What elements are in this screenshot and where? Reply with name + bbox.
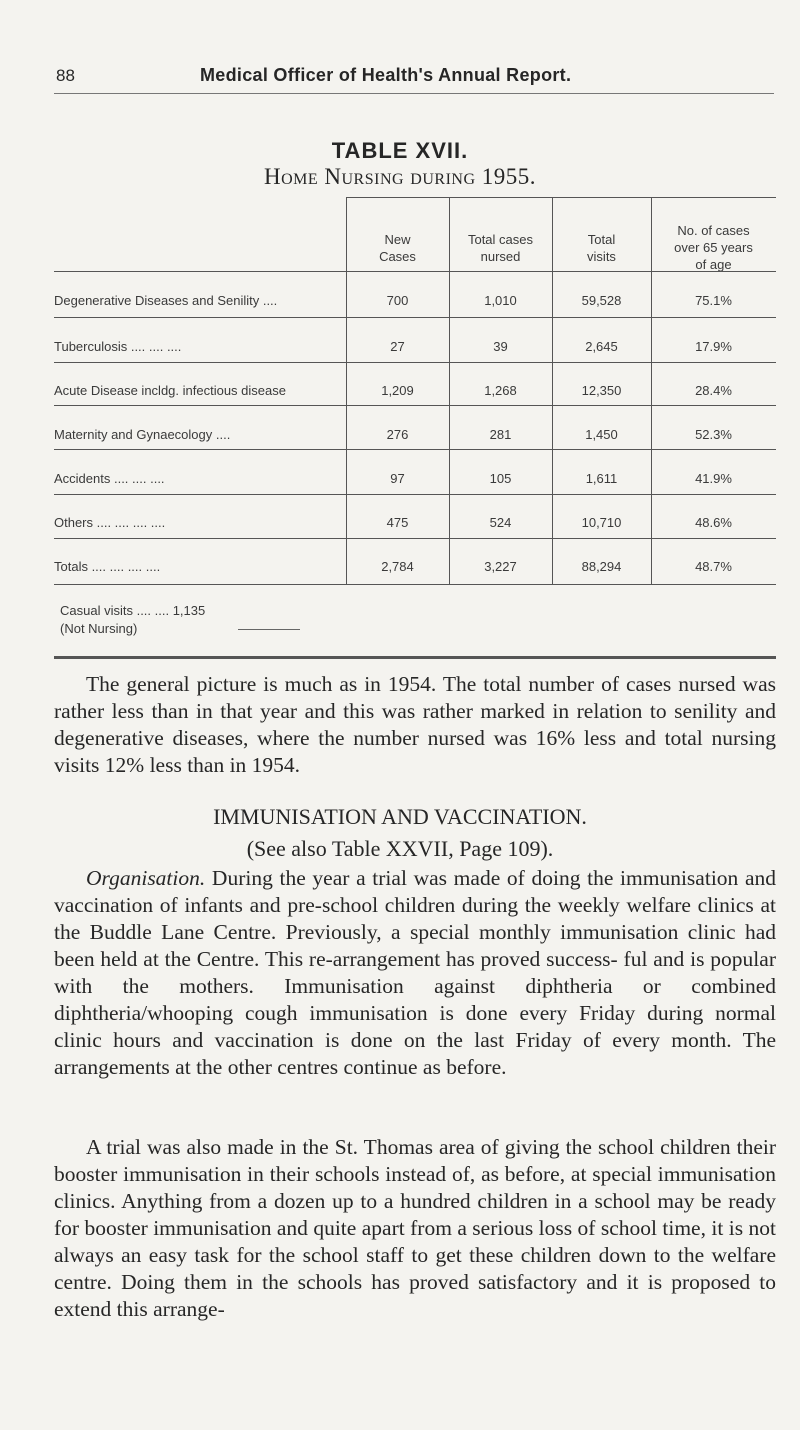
cell-value: 1,611: [585, 471, 618, 486]
cell-value: 1,209: [381, 383, 414, 398]
row-rule: [54, 494, 776, 495]
table-top-rule: [346, 197, 776, 198]
cell-value: 59,528: [581, 293, 622, 308]
total-value: 88,294: [581, 559, 622, 574]
paragraph-lead: Organisation.: [86, 866, 206, 890]
row-rule: [54, 449, 776, 450]
paragraph-nursing-summary: The general picture is much as in 1954. The total number of cases nursed was rather less than in that year and this was rather marked in relation to senility and degenerative diseases, where the number nursed was 16% less and total nursing visits 12% less than in 1954.: [54, 672, 776, 777]
column-header-new-cases: New Cases: [379, 232, 416, 264]
row-label: Acute Disease incldg. infectious disease: [54, 383, 286, 398]
cell-value: 276: [386, 427, 409, 442]
paragraph-organisation: [54, 865, 776, 1081]
column-header-total-cases: Total cases nursed: [467, 232, 534, 264]
cell-value: 475: [386, 515, 409, 530]
row-rule: [54, 362, 776, 363]
section-subheading: (See also Table XXVII, Page 109).: [246, 836, 554, 861]
cell-value: 105: [489, 471, 512, 486]
row-label: Maternity and Gynaecology ....: [54, 427, 231, 442]
paragraph-booster: A trial was also made in the St. Thomas area of giving the school children their booster immunisation in their schools instead of, as before, at special immunisation clinics. Anything from a dozen up to a hundred children in a school may be ready for booster immunisation and quite apart from a serious loss of school time, it is not always an easy task for the school staff to get these children down to the welfare centre. Doing them in the schools has proved satisfactory and it is proposed to extend this arrange-: [54, 1135, 776, 1321]
total-value: 2,784: [381, 559, 414, 574]
row-rule: [54, 405, 776, 406]
cell-value: 97: [390, 471, 405, 486]
table-title: TABLE XVII.: [331, 138, 469, 163]
column-header-over-65: No. of cases over 65 years of age: [674, 223, 753, 272]
cell-value: 10,710: [581, 515, 622, 530]
row-label: Tuberculosis .... .... ....: [54, 339, 182, 354]
cell-value: 39: [493, 339, 508, 354]
header-rule: [54, 271, 776, 272]
cell-value: 12,350: [581, 383, 622, 398]
cell-value: 1,450: [585, 427, 618, 442]
row-label: Accidents .... .... ....: [54, 471, 165, 486]
cell-value: 1,010: [484, 293, 517, 308]
paragraph-body: During the year a trial was made of doing the immunisation and vaccination of infants and pre-school children during the weekly welfare clinics at the Buddle Lane Centre. Previously, a special monthly immunisation clinic had been held at the Centre. This re-arrangement has proved success- ful and is popular with the mothers. Immunisation against diphtheria or combined diphtheria/whooping cough immunisation is done every Friday during normal clinic hours and vaccination is done on the last Friday of every month. The arrangements at the other centres continue as before.: [54, 866, 776, 1079]
row-rule: [54, 584, 776, 585]
casual-visits-note: Casual visits .... .... 1,135: [60, 603, 206, 618]
cell-value: 28.4%: [695, 383, 732, 398]
total-value: 3,227: [484, 559, 517, 574]
cell-value: 41.9%: [695, 471, 732, 486]
section-heading: IMMUNISATION AND VACCINATION.: [213, 804, 587, 829]
cell-value: 48.6%: [695, 515, 732, 530]
row-rule: [54, 317, 776, 318]
note-rule: [238, 629, 300, 630]
section-divider: [54, 656, 776, 659]
page-header: [54, 66, 774, 96]
row-label: Others .... .... .... ....: [54, 515, 166, 530]
not-nursing-note: (Not Nursing): [60, 621, 138, 636]
cell-value: 2,645: [585, 339, 618, 354]
table-subtitle: Home Nursing during 1955.: [263, 164, 537, 189]
header-rule: [54, 93, 774, 94]
cell-value: 524: [489, 515, 512, 530]
totals-label: Totals .... .... .... ....: [54, 559, 161, 574]
row-label: Degenerative Diseases and Senility ....: [54, 293, 278, 308]
cell-value: 1,268: [484, 383, 517, 398]
cell-value: 27: [390, 339, 405, 354]
cell-value: 52.3%: [695, 427, 732, 442]
cell-value: 700: [386, 293, 409, 308]
cell-value: 281: [489, 427, 512, 442]
column-header-total-visits: Total visits: [587, 232, 616, 264]
running-title: Medical Officer of Health's Annual Report.: [200, 65, 572, 85]
cell-value: 75.1%: [695, 293, 732, 308]
page-number: 88: [56, 66, 75, 85]
cell-value: 17.9%: [695, 339, 732, 354]
row-rule: [54, 538, 776, 539]
total-value: 48.7%: [695, 559, 732, 574]
